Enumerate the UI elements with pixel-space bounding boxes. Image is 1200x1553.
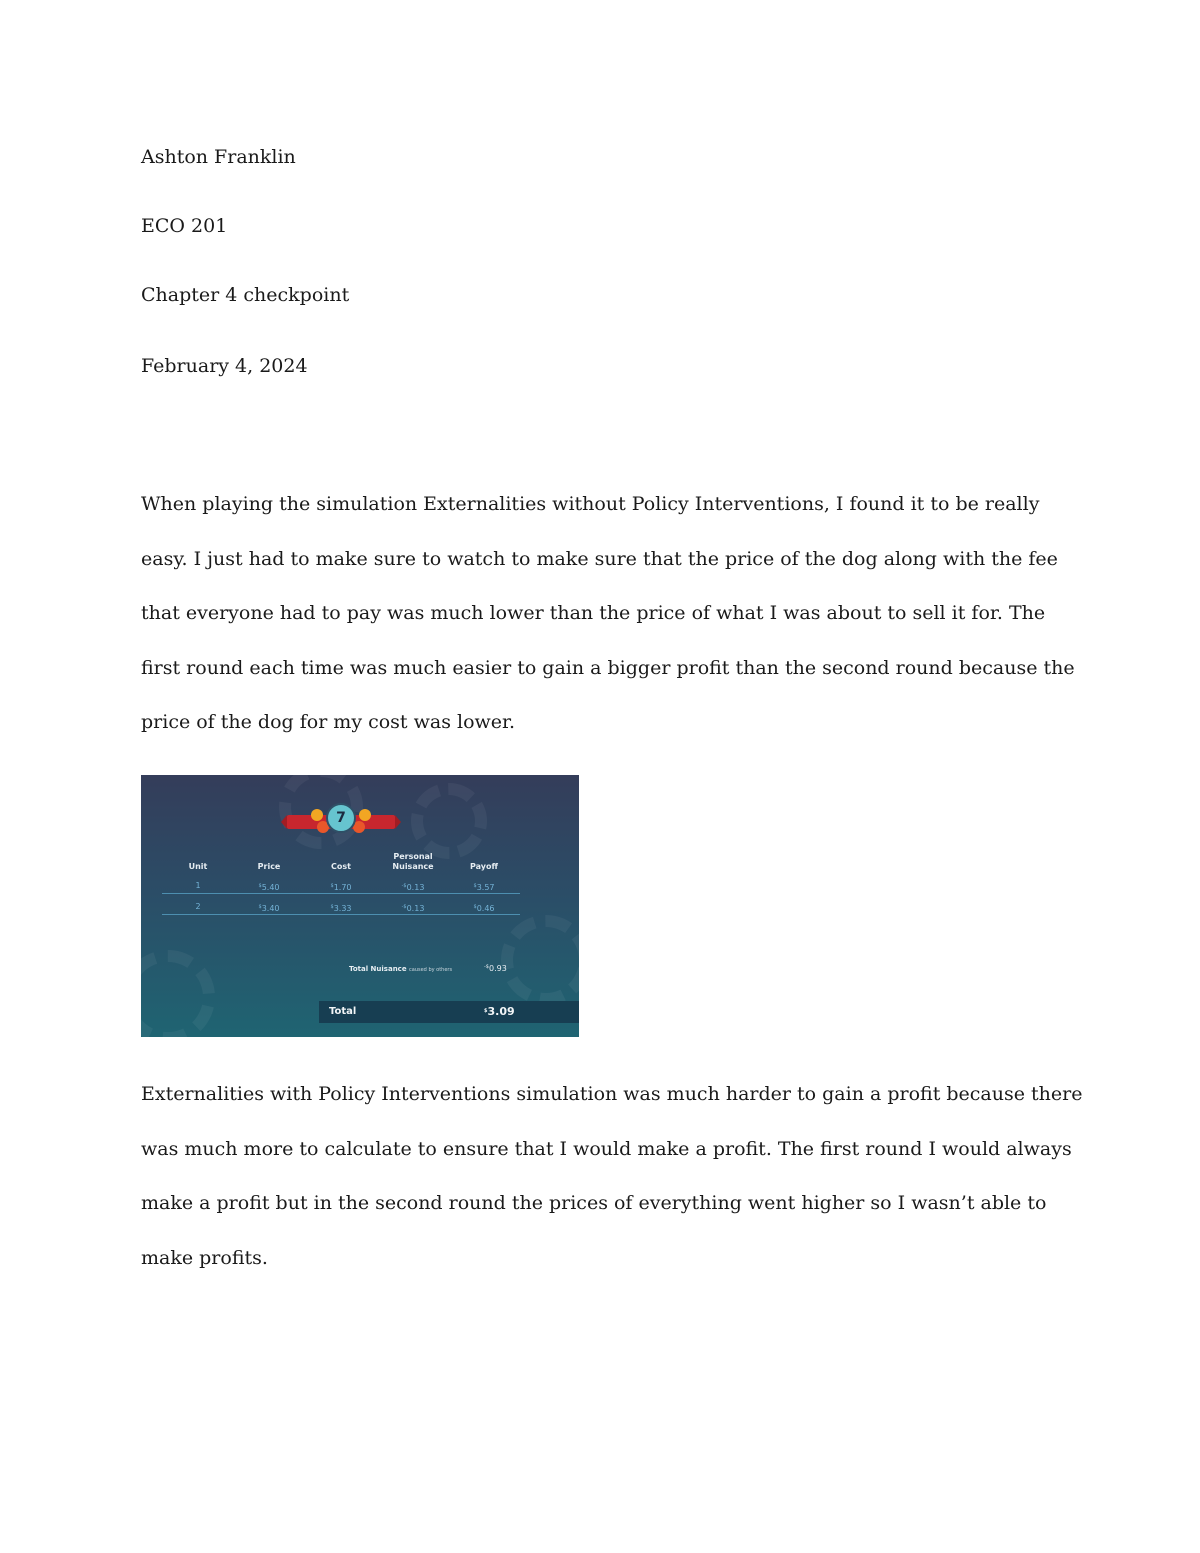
flower-icon [359,809,371,821]
paragraph-line: make a profit but in the second round the prices of everything went higher so I wasn’t able to [141,1192,1047,1214]
paragraph-line: Externalities with Policy Interventions simulation was much harder to gain a profit because there [141,1083,1083,1105]
total-nuisance-label: Total Nuisance caused by others [349,965,453,973]
table-cell-nuisance: -$0.13 [401,883,425,892]
column-header-price: Price [257,862,281,871]
paragraph-line: price of the dog for my cost was lower. [141,711,516,733]
assignment-title: Chapter 4 checkpoint [141,284,350,306]
total-nuisance-note: caused by others [409,967,453,973]
submission-date: February 4, 2024 [141,355,308,377]
gear-icon [411,783,487,859]
gear-icon [141,950,215,1037]
author-name: Ashton Franklin [141,146,296,168]
round-number-badge: 7 [326,803,356,833]
simulation-results-screenshot [141,775,579,1037]
paragraph-line: When playing the simulation Externalities without Policy Interventions, I found it to be really [141,493,1040,515]
paragraph-with-policy [141,1067,1083,1285]
column-header-unit: Unit [188,862,208,871]
paragraph-line: that everyone had to pay was much lower than the price of what I was about to sell it for. The [141,602,1046,624]
column-header-cost: Cost [331,862,351,871]
table-cell-payoff: $0.46 [473,904,495,913]
course-code: ECO 201 [141,215,228,237]
table-cell-payoff: $3.57 [473,883,495,892]
total-value: $3.09 [484,1005,515,1018]
total-nuisance-value: -$0.93 [484,964,507,973]
table-row-divider [162,914,520,915]
flower-icon [311,809,323,821]
table-row-divider [162,893,520,894]
column-header-personal-nuisance: Personal Nuisance [392,852,434,871]
total-label: Total [329,1006,357,1017]
table-cell-price: $3.40 [258,904,280,913]
table-cell-cost: $3.33 [330,904,352,913]
column-header-payoff: Payoff [470,862,498,871]
table-cell-unit: 2 [195,902,201,911]
table-cell-nuisance: -$0.13 [401,904,425,913]
round-badge [281,797,401,841]
total-bar [319,1001,579,1023]
paragraph-line: make profits. [141,1246,268,1269]
paragraph-line: first round each time was much easier to gain a bigger profit than the second round because the [141,656,1075,679]
paragraph-line: easy. I just had to make sure to watch to make sure that the price of the dog along with the fee [141,547,1058,570]
table-cell-unit: 1 [195,881,201,890]
table-cell-price: $5.40 [258,883,280,892]
paragraph-without-policy [141,477,1075,750]
gear-icon [501,915,579,1005]
paragraph-line: was much more to calculate to ensure that I would make a profit. The first round I would always [141,1137,1072,1160]
table-cell-cost: $1.70 [330,883,352,892]
